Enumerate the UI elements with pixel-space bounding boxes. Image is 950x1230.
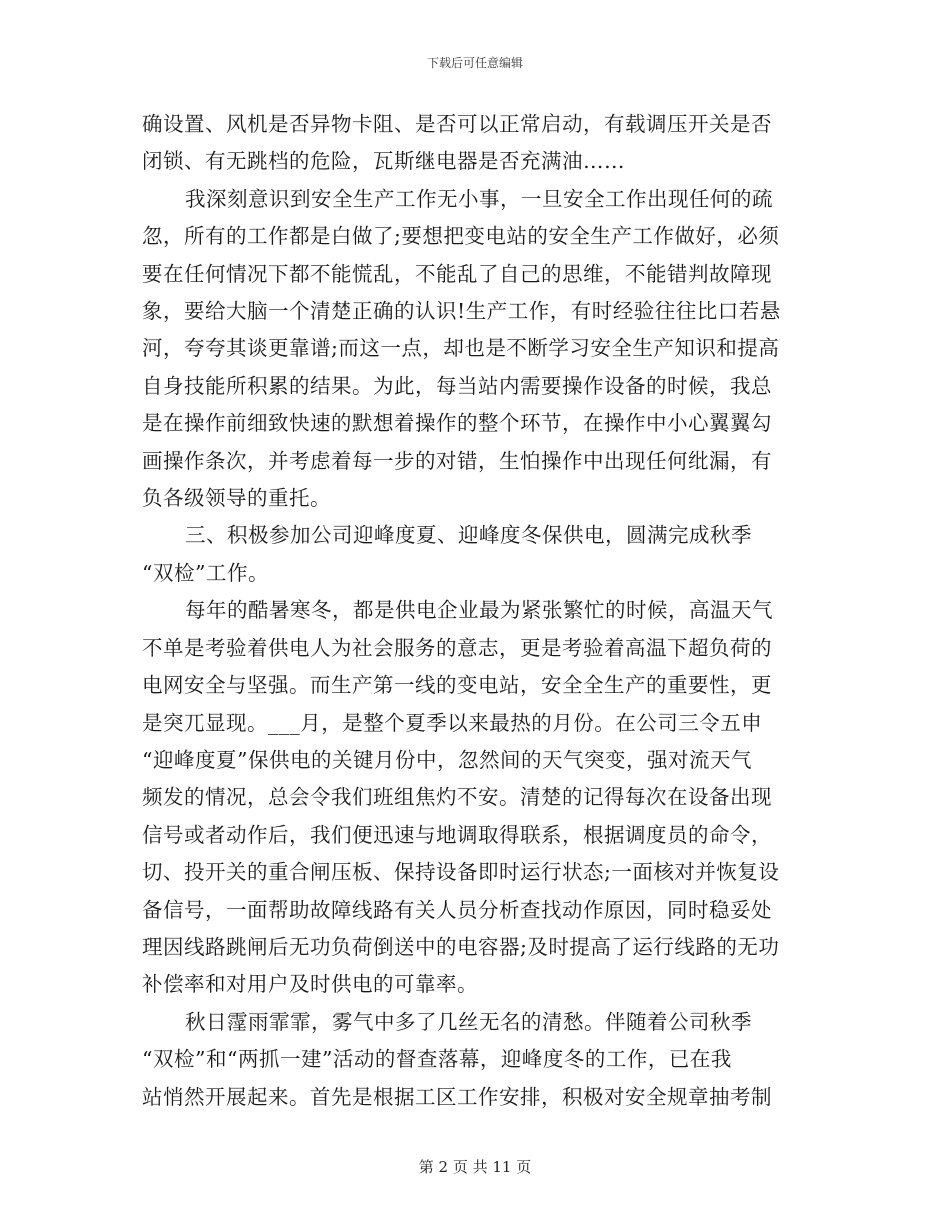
text-line: 要在任何情况下都不能慌乱，不能乱了自己的思维，不能错判故障现 bbox=[142, 261, 772, 286]
text-line: 秋日霪雨霏霏，雾气中多了几丝无名的清愁。伴随着公司秋季 bbox=[185, 1009, 752, 1034]
text-line: 象，要给大脑一个清楚正确的认识!生产工作，有时经验往往比口若悬 bbox=[142, 299, 781, 324]
text-line: 不单是考验着供电人为社会服务的意志，更是考验着高温下超负荷的 bbox=[142, 635, 772, 660]
text-line: “双检”和“两抓一建”活动的督查落幕，迎峰度冬的工作，已在我 bbox=[142, 1047, 732, 1072]
text-line: 负各级领导的重托。 bbox=[142, 486, 331, 511]
page-header-note: 下载后可任意编辑 bbox=[426, 56, 523, 70]
text-line: “双检”工作。 bbox=[142, 560, 269, 585]
text-line: 补偿率和对用户及时供电的可靠率。 bbox=[142, 972, 478, 997]
text-line: 河，夸夸其谈更靠谱;而这一点，却也是不断学习安全生产知识和提高 bbox=[142, 336, 780, 361]
text-line: 确设置、风机是否异物卡阻、是否可以正常启动，有载调压开关是否 bbox=[142, 112, 772, 136]
text-line: 画操作条次，并考虑着每一步的对错，生怕操作中出现任何纰漏，有 bbox=[142, 448, 772, 473]
text-line: 理因线路跳闸后无功负荷倒送中的电容器;及时提高了运行线路的无功 bbox=[142, 934, 780, 959]
text-line: 每年的酷暑寒冬，都是供电企业最为紧张繁忙的时候，高温天气 bbox=[185, 598, 773, 623]
text-line: 是在操作前细致快速的默想着操作的整个环节，在操作中小心翼翼勾 bbox=[142, 411, 772, 436]
text-line: 自身技能所积累的结果。为此，每当站内需要操作设备的时候，我总 bbox=[142, 373, 772, 398]
text-line: 电网安全与坚强。而生产第一线的变电站，安全全生产的重要性，更 bbox=[142, 673, 772, 698]
document-body bbox=[142, 106, 802, 1116]
text-line: 备信号，一面帮助故障线路有关人员分析查找动作原因，同时稳妥处 bbox=[142, 897, 772, 922]
text-line: “迎峰度夏”保供电的关键月份中，忽然间的天气突变，强对流天气 bbox=[142, 747, 752, 772]
text-line: 切、投开关的重合闸压板、保持设备即时运行状态;一面核对并恢复设 bbox=[142, 860, 780, 885]
text-line: 站悄然开展起来。首先是根据工区工作安排，积极对安全规章抽考制 bbox=[142, 1084, 772, 1109]
text-line: 我深刻意识到安全生产工作无小事，一旦安全工作出现任何的疏 bbox=[185, 186, 773, 211]
text-line: 忽，所有的工作都是白做了;要想把变电站的安全生产工作做好，必须 bbox=[142, 224, 780, 249]
text-line: 闭锁、有无跳档的危险，瓦斯继电器是否充满油…… bbox=[142, 149, 625, 174]
text-line: 信号或者动作后，我们便迅速与地调取得联系，根据调度员的命令， bbox=[142, 822, 772, 847]
text-line: 是突兀显现。___月，是整个夏季以来最热的月份。在公司三令五申 bbox=[142, 710, 763, 735]
body-text-lines bbox=[142, 106, 802, 1116]
text-line: 频发的情况，总会令我们班组焦灼不安。清楚的记得每次在设备出现 bbox=[142, 785, 772, 810]
text-line: 三、积极参加公司迎峰度夏、迎峰度冬保供电，圆满完成秋季 bbox=[185, 523, 752, 548]
page-number: 第 2 页 共 11 页 bbox=[418, 1158, 532, 1176]
